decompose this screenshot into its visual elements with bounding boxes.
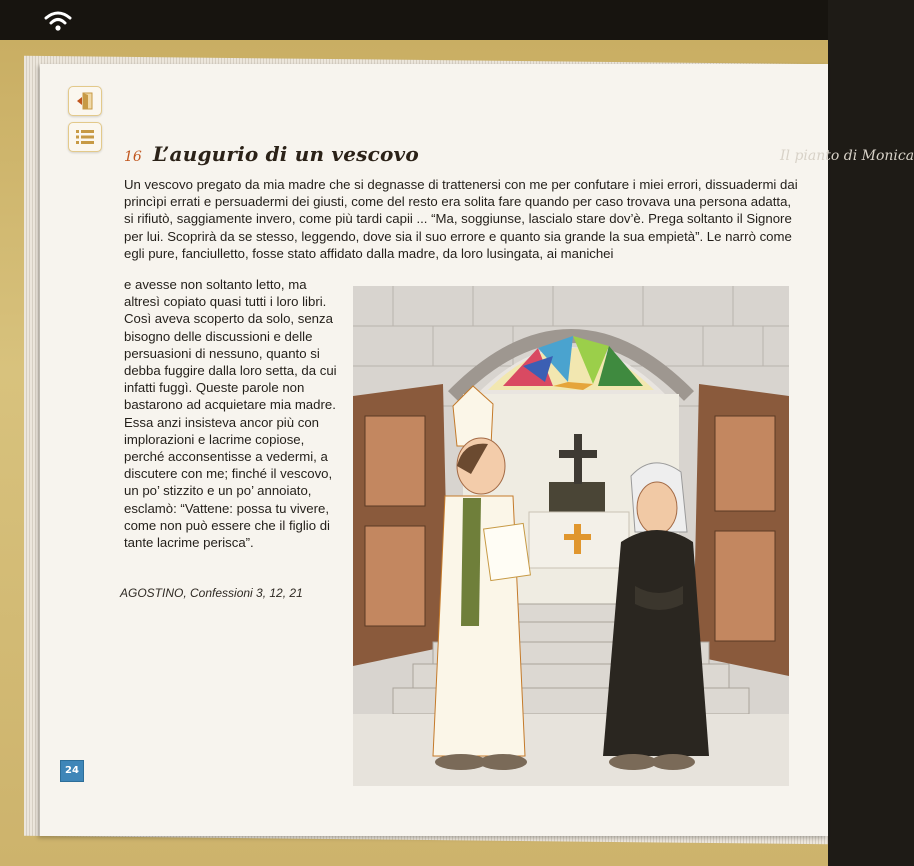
- chapter-number: 16: [124, 149, 142, 165]
- citation: AGOSTINO, Confessioni 3, 12, 21: [120, 586, 303, 600]
- exit-button[interactable]: [68, 86, 102, 116]
- next-chapter-ghost-title: Il pianto di Monica: [780, 148, 914, 164]
- chapter-heading: [124, 142, 419, 166]
- wifi-icon: [44, 10, 72, 32]
- chapter-title: L’augurio di un vescovo: [152, 142, 419, 166]
- body-paragraph-top: Un vescovo pregato da mia madre che si degnasse di trattenersi con me per confutare i miei errori, dissuadermi dai princìpi errati e persuadermi dei giusti, come del resto era solita fare quando per caso trovava una persona adatta, si rifiutò, saggiamente invero, come più tardi capii ... “Ma, soggiunse, lascialo stare dov’è. Prega soltanto il Signore per lui. Scoprirà da se stesso, leggendo, dove sia il suo errore e quanto sia grande la sua empietà”. Le narrò come egli pure, fanciulletto, fosse stato affidato dalla madre, da loro lusingata, ai manichei: [124, 177, 798, 261]
- list-menu-icon: [75, 127, 95, 147]
- right-door: [693, 384, 789, 676]
- status-bar: [0, 0, 828, 44]
- book-page: [40, 64, 914, 836]
- exit-door-icon: [75, 91, 95, 111]
- page-number-badge: 24: [60, 760, 84, 782]
- illustration: [353, 286, 789, 786]
- left-door: [353, 384, 449, 666]
- menu-button[interactable]: [68, 122, 102, 152]
- body-paragraph-column: e avesse non soltanto letto, ma altresì copiato quasi tutti i loro libri. Così aveva scoperto da solo, senza bisogno delle discussioni e delle persuasioni di nessuno, quanto si debba fuggire dalla loro setta, da cui infatti fuggì. Queste parole non bastarono ad acquietare mia madre. Essa anzi insisteva ancor più con implorazioni e lacrime copiose, perché acconsentisse a vedermi, a discutere con me; finché il vescovo, un po’ stizzito e un po’ annoiato, esclamò: “Vattene: possa tu vivere, come non può essere che il figlio di tante lacrime perisca”.: [124, 277, 337, 551]
